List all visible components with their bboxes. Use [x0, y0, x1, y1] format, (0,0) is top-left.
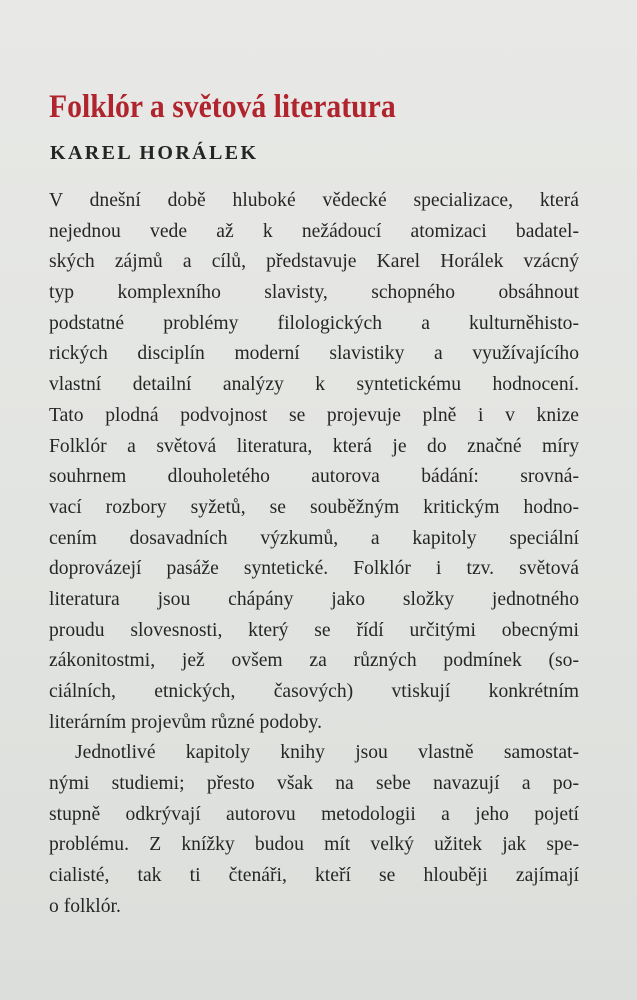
text-line: typ komplexního slavisty, schopného obsáhnout — [49, 282, 579, 304]
text-line: ciálních, etnických, časových) vtiskují konkrétním — [49, 681, 579, 702]
text-line: literárním projevům různé podoby. — [49, 711, 322, 733]
text-line: doprovázejí pasáže syntetické. Folklór i tzv. světová — [49, 558, 579, 580]
text-line: cením dosavadních výzkumů, a kapitoly speciální — [49, 527, 579, 549]
author-name: KAREL HORÁLEK — [50, 142, 259, 164]
text-line: Folklór a světová literatura, která je do značné míry — [49, 435, 579, 457]
blurb-paragraph-1 — [49, 186, 579, 738]
book-title: Folklór a světová literatura — [49, 89, 396, 125]
text-line: proudu slovesnosti, který se řídí určitými obecnými — [49, 619, 579, 641]
text-line: vlastní detailní analýzy k syntetickému hodnocení. — [49, 374, 579, 396]
text-line: podstatné problémy filologických a kulturněhisto- — [49, 312, 579, 334]
text-line: Jednotlivé kapitoly knihy jsou vlastně samostat- — [75, 742, 579, 764]
text-line: Tato plodná podvojnost se projevuje plně i v knize — [49, 404, 579, 426]
text-line: cialisté, tak ti čtenáři, kteří se hlouběji zajímají — [49, 865, 579, 887]
text-line: souhrnem dlouholetého autorova bádání: srovná- — [49, 466, 579, 488]
text-line: problému. Z knížky budou mít velký užitek jak spe- — [49, 834, 579, 856]
text-line: vací rozbory syžetů, se souběžným kritickým hodno- — [49, 496, 579, 518]
text-line: V dnešní době hluboké vědecké specializace, která — [49, 190, 579, 211]
text-line: nejednou vede až k nežádoucí atomizaci badatel- — [49, 220, 579, 242]
blurb-text — [49, 186, 579, 923]
blurb-paragraph-2 — [49, 738, 579, 922]
text-line: literatura jsou chápány jako složky jednotného — [49, 588, 579, 610]
text-line: rických disciplín moderní slavistiky a využívajícího — [49, 343, 579, 365]
text-line: ských zájmů a cílů, představuje Karel Horálek vzácný — [49, 251, 579, 273]
text-line: nými studiemi; přesto však na sebe navazují a po- — [49, 773, 579, 795]
text-line: o folklór. — [49, 895, 121, 917]
text-line: stupně odkrývají autorovu metodologii a jeho pojetí — [49, 803, 579, 825]
text-line: zákonitostmi, jež ovšem za různých podmínek (so- — [49, 650, 579, 672]
